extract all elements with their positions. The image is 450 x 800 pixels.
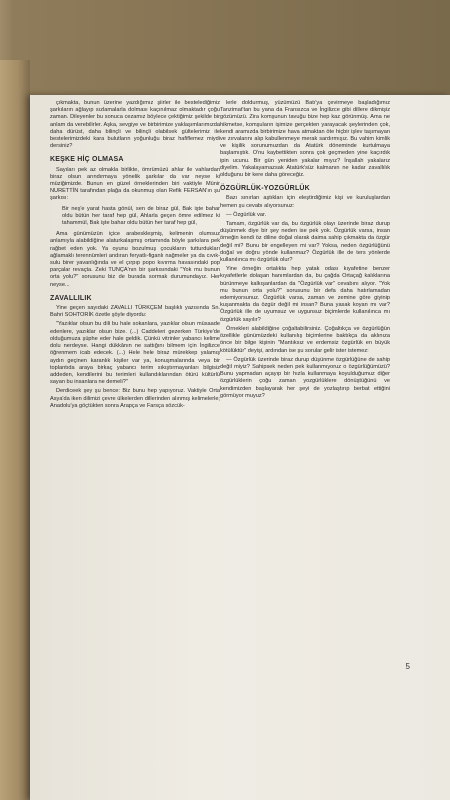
paragraph: Yine örneğin ortalıkta hep yatak odası kıyafetine benzer kıyafetlerle dolaşan hanımlardan da, bu çağda Ortaçağ kalıklarına bürünmeye kalkışanlardan da "Özgürlük var" cevabını alıyor. "Yok mu bunun orta yolu?" sorusunu bir defa daha hatırlamadan edemiyorsunuz. Özgürlük varsa, zaman ve zemine göre giyinip kuşanmakta da özgür değil mi insan? Buna yasak koyan mı var? Özgürlük ille de uyumsuz ve uygunsuz biçimlerde kullanılınca mı özgürlük sayılır? [220, 266, 390, 323]
song-lyrics: Bir neş'e yarat hasta gönül, sen de biraz gül, Bak işte bahar oldu bütün her taraf hep gül, Ahlarla geçen ömre edilmez ki tahammül, Bak işte bahar oldu bütün her taraf hep gül, [62, 205, 220, 227]
paragraph: Yine geçen sayıdaki ZAVALLI TÜRKÇEM başlıklı yazısında Sn. Bahri SOHTORİK özetle şöyle diyordu: [50, 305, 220, 319]
paragraph: Derdiceek şey şu bence: Biz bunu hep yapıyoruz. Vaktiyle Orta Asya'da iken dilimizi çevre ülkelerden dillerinden alınmış kelimelerle; Anadolu'ya göçtükten sonra Arapça ve Farsça sözcük- [50, 388, 220, 409]
section-heading: ZAVALLILIK [50, 294, 92, 302]
paragraph: Örnekleri alabildiğine çoğaltabilirsiniz. Çoğaltıkça ve özgürlüğün özellikle günümüzdeki kullanılış biçimlerine baktıkça da aklınıza önce bir bilge kişinin "Mantıksız ve erdemsiz özgürlük en büyük kötülüktür" deyişi, ardından ise şu sorular gelir ister istemez: [220, 325, 390, 354]
left-column [50, 100, 220, 412]
quote-paragraph: "Yazıklar olsun bu dili bu hale sokanlara, yazıklar olsun müsaade edenlere, yazıklar olsun bize. (...) Caddeleri gezerken Türkiye'de olduğumuza şüphe eder hale geldik. Çünkü vitrinler yabancı kelime dolu nerdeyse. Hangi dükkânın ne sattığını bilmem için İngilizce öğrenmem icab edecek. (...) Hele hele biraz mürekkep yalamış aydın geçinen karanlık kişiler var ya, konuşmalarında veya bir toplantıda araya birkaç yabancı terim sıkıştırmayanları bilgisiz addeden, kendilerini bu terimleri kullandıklarından ötürü kültürlü sayan bu insanlara ne demeli?" [50, 321, 220, 386]
paragraph: Sayıları pek az olmakla birlikte, ömrümüzü ahlar ile vahlardan biraz olsun arındırmaya yönelik şarkılar da var neyse ki müziğimizde. Bunun en güzel örneklerinden biri vaktiyle Münir NURETTİN tarafından plağa da okunmuş olan Refik FERSAN'ın şu şarkısı: [50, 166, 220, 202]
paragraph: çıkmakta, bunun üzerine yazdığımız şiirler ile bestelediğimiz şarkıların ağlayıp sızlamalarla dolması kaçınılmaz olmaktadır çoğu zaman. Dileyenler bu sonuca cezamız böylece çektiğimiz şekilde bir anlam da verebilirler. Aşka, sevgiye ve birbirimize yaklaşımlarımızda daha dürüst, daha bilinçli ve bilinçli olabilsek gültelerimiz ile bestelerimizdeki kara bulutların yoğunluğu biraz hafiflemez miydi dersiniz? [50, 100, 220, 150]
paragraph: lerle doldurmuş, yüzümüzü Batı'ya çevirmeye başladığımız Tanzimat'tan bu yana da Fransızca ve İngilizce gibi dillere dikmişiz gözümüzü. Zira komşunun tavuğu bize hep kaz görünmüş. Ama ne hikmetse, komşuların işimize gerçekten yarayacak şeylerinden çok, kendi aramızda birbirimize hava atmaktan öte hiçbir işlev taşımayan ve zırvalarını alıp kabullenmeye merak sardırmışız. Bu vahim kimlik ve kişilik sorunumuzdan da Atatürk döneminde kurtulmaya başlamıştık. O'nu kaybettikten sonra çok geçmeden yine kaçırdık ipin ucunu. Bir gün yeniden yakalar mıyız? İnşallah yakalarız diyelim. Yakalayamazsak Atatürk'süz kalmanın ne kadar zavallılık olduğunu bir kere daha göreceğiz. [220, 100, 390, 179]
section-heading: ÖZGÜRLÜK-YOZGÜRLÜK [220, 185, 310, 193]
section-heading: KEŞKE HİÇ OLMASA [50, 156, 124, 164]
paragraph: — Özgürlük var. [226, 211, 267, 218]
paragraph: — Özgürlük üzerinde biraz durup düşünme özgürlüğüne de sahip değil miyiz? Sahipsek neden pek kullanmıyoruz o özgürlüğümüzü? Bunu yapmadan açayıp bir hızla kullanmaya koyulduğumuz diğer özgürlüklerin çoğu zaman yozgürlüklere dönüştüğünü ve kendimizden başlayarak her şeyi de yozlaştırıp berbat ettiğini görmüyor muyuz? [220, 356, 390, 399]
magazine-spine [0, 60, 30, 800]
page-number: 5 [405, 662, 410, 671]
right-column [220, 100, 390, 402]
paragraph: Ama günümüzün içice arabeskleşmiş, kelimenin olumsuz anlamıyla alabildiğine alaturkalaşmış ortamında böyle şarkılara pek rağbet eden yok. Ya oyunu bozulmuş çocukların tutturdukları ağlamaklı terennümleri andıran feryatlı-figanlı nağmeler ya da cıvık-sulu birer yavanlığında ve el çırpıp popo kıvırma havasındaki pop parçalar revaçta. Zeki TUNÇA'nın bir şarkısındaki "Yok mu bunun orta yolu?" sorusunu biz de burada sormak durumundayız. Her neyse... [50, 231, 220, 288]
paragraph: Tamam, özgürlük var da, bu özgürlük olayı üzerinde biraz durup düşünmek diye bir şey neden ise pek yok. Özgürlük varsa, insan örneğin kendi öz diline doğal olarak daima sahip çıkmakta da özgür değil mi? Bunu bir engelleyen mi var? Yoksa, neden özgürlüğünü doğal ve doğru yönde kullanmaz? Özgürlük ille de ters yönlerde kullanılınca mı özgürlük olur? [220, 221, 390, 264]
paragraph: Bazı sınırları aştıkları için eleştirdiğimiz kişi ve kuruluşlardan hemen şu cevabı alıyorsunuz: [220, 195, 390, 209]
